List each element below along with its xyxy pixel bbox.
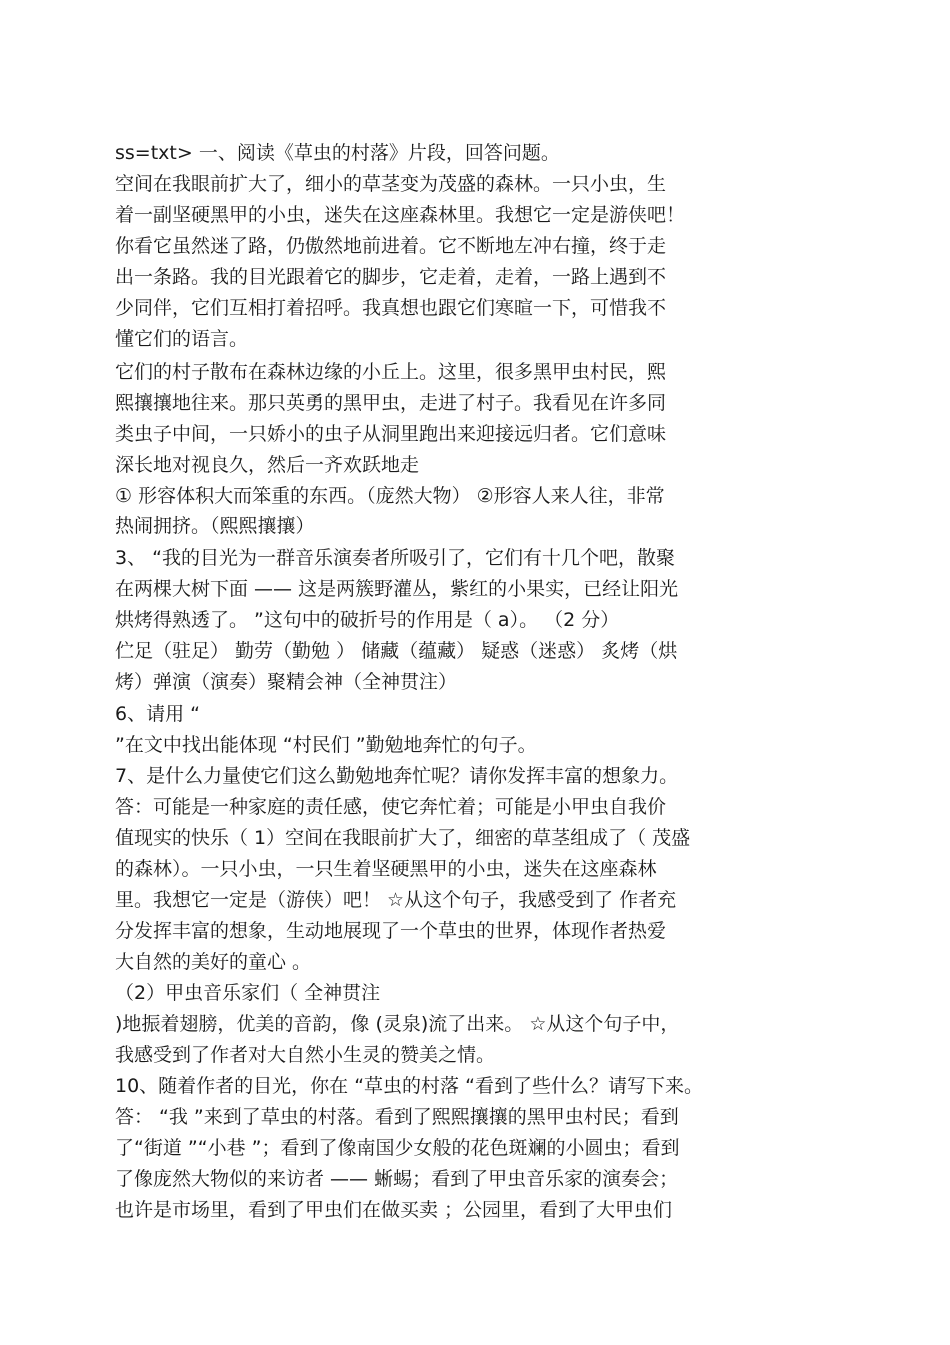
text-line: 懂它们的语言。 [115,328,249,350]
text-line: 3、 “我的目光为一群音乐演奏者所吸引了，它们有十几个吧，散聚 [115,547,675,569]
text-line: 大自然的美好的童心 。 [115,951,312,973]
text-line: 烤）弹演（演奏）聚精会神（全神贯注） [115,671,458,693]
text-line: 7、是什么力量使它们这么勤勉地奔忙呢？请你发挥丰富的想象力。 [115,765,679,787]
text-line: 热闹拥挤。（熙熙攘攘） [115,515,315,537]
text-line: 在两棵大树下面 —— 这是两簇野灌丛，紫红的小果实，已经让阳光 [115,578,679,600]
text-line: 烘烤得熟透了。 ”这句中的破折号的作用是（ a）。 （2 分） [115,609,620,631]
text-line: 出一条路。我的目光跟着它的脚步，它走着，走着，一路上遇到不 [115,266,667,288]
text-line: 了像庞然大物似的来访者 —— 蜥蜴；看到了甲虫音乐家的演奏会； [115,1168,679,1190]
text-line: )地振着翅膀，优美的音韵，像 (灵泉)流了出来。 ☆从这个句子中， [115,1013,680,1035]
text-line: （2）甲虫音乐家们（ 全神贯注 [115,982,381,1004]
text-line: 的森林）。一只小虫，一只生着坚硬黑甲的小虫，迷失在这座森林 [115,858,657,880]
text-line: ”在文中找出能体现 “村民们 ”勤勉地奔忙的句子。 [115,734,537,756]
text-line: 空间在我眼前扩大了，细小的草茎变为茂盛的森林。一只小虫，生 [115,173,667,195]
text-line: 也许是市场里，看到了甲虫们在做买卖 ；公园里，看到了大甲虫们 [115,1199,673,1221]
text-line: 答： “我 ”来到了草虫的村落。看到了熙熙攘攘的黑甲虫村民；看到 [115,1106,679,1128]
text-line: 10、随着作者的目光，你在 “草虫的村落 “看到了些什么？请写下来。 [115,1075,703,1097]
text-line: 类虫子中间，一只娇小的虫子从洞里跑出来迎接远归者。它们意味 [115,423,667,445]
text-line: ① 形容体积大而笨重的东西。（庞然大物） ②形容人来人往，非常 [115,485,665,507]
text-line: 里。我想它一定是（游侠）吧！ ☆从这个句子，我感受到了 作者充 [115,889,677,911]
text-line: 着一副坚硬黑甲的小虫，迷失在这座森林里。我想它一定是游侠吧！ [115,204,686,226]
text-line: 我感受到了作者对大自然小生灵的赞美之情。 [115,1044,496,1066]
text-line: 答：可能是一种家庭的责任感，使它奔忙着；可能是小甲虫自我价 [115,796,667,818]
text-line: 了“街道 ”“小巷 ”；看到了像南国少女般的花色斑斓的小圆虫；看到 [115,1137,680,1159]
text-line: 它们的村子散布在森林边缘的小丘上。这里，很多黑甲虫村民，熙 [115,361,667,383]
text-line: 伫足（驻足） 勤劳（勤勉 ） 储藏（蕴藏） 疑惑（迷惑） 炙烤（烘 [115,640,678,662]
text-line: 6、请用 “ [115,703,200,725]
text-line: 值现实的快乐（ 1）空间在我眼前扩大了，细密的草茎组成了（ 茂盛 [115,827,691,849]
text-line: 你看它虽然迷了路，仍傲然地前进着。它不断地左冲右撞，终于走 [115,235,667,257]
text-line: 分发挥丰富的想象，生动地展现了一个草虫的世界，体现作者热爱 [115,920,667,942]
text-line: 深长地对视良久，然后一齐欢跃地走 [115,454,420,476]
text-line: 熙攘攘地往来。那只英勇的黑甲虫，走进了村子。我看见在许多同 [115,392,667,414]
text-line: ss=txt> 一、阅读《草虫的村落》片段，回答问题。 [115,142,560,164]
text-line: 少同伴，它们互相打着招呼。我真想也跟它们寒暄一下，可惜我不 [115,297,667,319]
